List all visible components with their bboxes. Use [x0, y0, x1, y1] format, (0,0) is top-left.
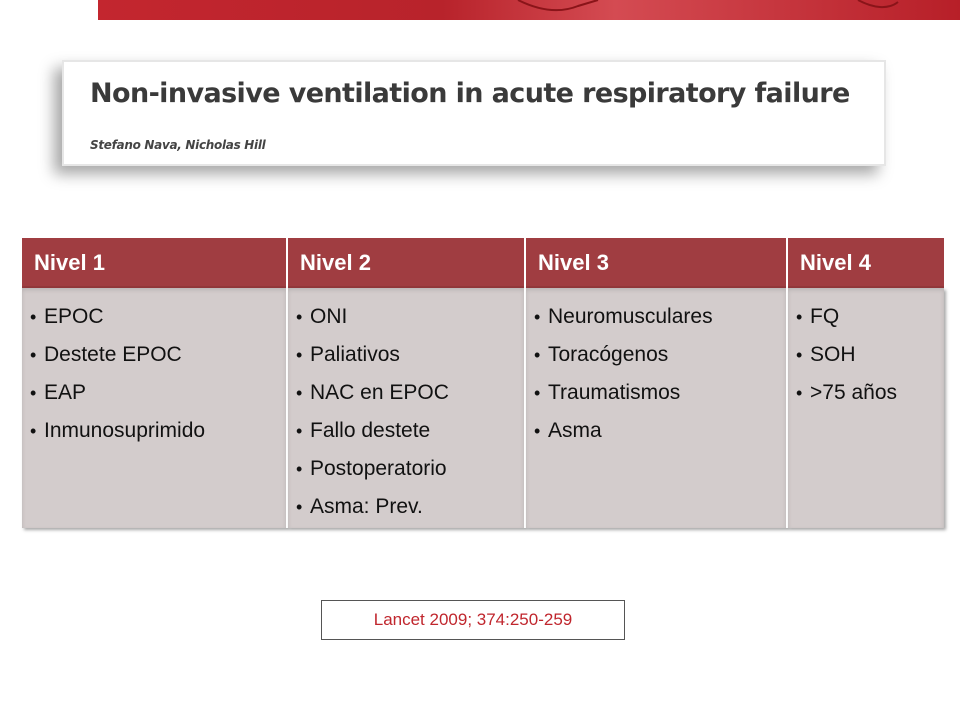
banner-decoration-icon	[98, 0, 960, 20]
article-authors: Stefano Nava, Nicholas Hill	[90, 138, 266, 152]
list-item: • Fallo destete	[296, 412, 524, 450]
level-body	[526, 288, 788, 528]
level-header: Nivel 3	[526, 238, 788, 288]
level-column-4	[788, 238, 944, 528]
level-column-1	[22, 238, 288, 528]
article-header-card	[62, 60, 886, 166]
list-item: • Asma: Prev.	[296, 488, 524, 526]
list-item: • Inmunosuprimido	[30, 412, 286, 450]
list-item: • Asma	[534, 412, 786, 450]
list-item: • Paliativos	[296, 336, 524, 374]
level-header: Nivel 4	[788, 238, 944, 288]
list-item: • EAP	[30, 374, 286, 412]
top-banner	[98, 0, 960, 20]
citation-box: Lancet 2009; 374:250-259	[321, 600, 625, 640]
list-item: • ONI	[296, 298, 524, 336]
levels-table	[22, 238, 944, 528]
level-column-2	[288, 238, 526, 528]
list-item: • Postoperatorio	[296, 450, 524, 488]
level-header: Nivel 2	[288, 238, 526, 288]
list-item: • Traumatismos	[534, 374, 786, 412]
level-column-3	[526, 238, 788, 528]
list-item: • Destete EPOC	[30, 336, 286, 374]
list-item: • Neuromusculares	[534, 298, 786, 336]
level-body	[22, 288, 288, 528]
list-item: • SOH	[796, 336, 944, 374]
list-item: • Toracógenos	[534, 336, 786, 374]
list-item: • FQ	[796, 298, 944, 336]
level-body	[788, 288, 944, 528]
list-item: • >75 años	[796, 374, 944, 412]
list-item: • EPOC	[30, 298, 286, 336]
level-body	[288, 288, 526, 528]
article-title: Non-invasive ventilation in acute respiratory failure	[90, 78, 850, 109]
list-item: • NAC en EPOC	[296, 374, 524, 412]
level-header: Nivel 1	[22, 238, 288, 288]
